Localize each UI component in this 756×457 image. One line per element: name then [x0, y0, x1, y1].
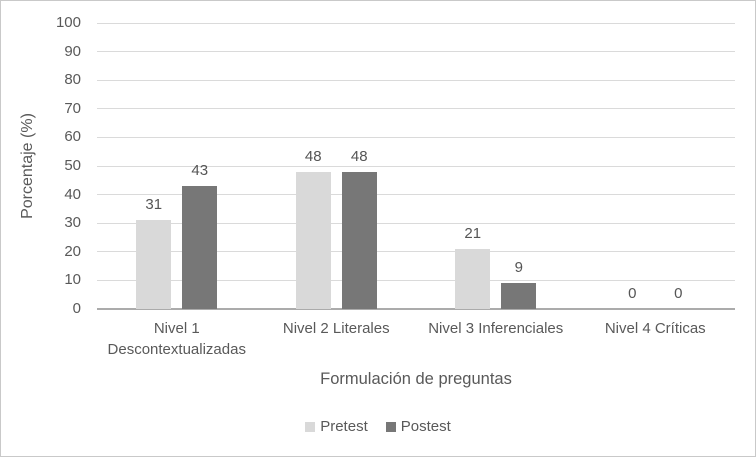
bar-pretest-nivel-3-inferenciales	[455, 249, 490, 309]
y-tick-label-50: 50	[64, 157, 81, 174]
y-tick-label-20: 20	[64, 242, 81, 260]
bar-value-label-postest-nivel-1-descontextualizadas: 43	[191, 162, 209, 180]
legend	[1, 418, 755, 435]
y-tick-label-90: 90	[64, 42, 81, 60]
bar-value-label-pretest-nivel-4-criticas: 0	[628, 285, 637, 302]
bar-postest-nivel-2-literales	[342, 172, 377, 309]
bar-value-label-pretest-nivel-2-literales: 48	[304, 147, 322, 165]
bar-value-label-pretest-nivel-3-inferenciales: 21	[464, 224, 482, 242]
y-tick-label-70: 70	[64, 99, 81, 117]
x-category-label-nivel-4-criticas: Nivel 4 Críticas	[604, 320, 706, 337]
legend-label-pretest: Pretest	[320, 418, 368, 435]
x-category-label-nivel-3-inferenciales: Nivel 3 Inferenciales	[428, 320, 564, 337]
legend-swatch-postest	[386, 422, 396, 432]
y-tick-label-100: 100	[55, 14, 81, 31]
bar-group-nivel-1-descontextualizadas	[97, 23, 257, 309]
legend-label-postest: Postest	[400, 418, 451, 435]
bar-pretest-nivel-1-descontextualizadas	[136, 220, 171, 309]
bar-group-nivel-3-inferenciales	[416, 23, 576, 309]
bar-group-nivel-2-literales	[257, 23, 417, 309]
bar-value-label-pretest-nivel-1-descontextualizadas: 31	[145, 196, 163, 214]
x-axis-title: Formulación de preguntas	[320, 370, 512, 388]
legend-item-postest	[386, 418, 451, 435]
y-tick-label-60: 60	[64, 128, 81, 146]
bar-value-label-postest-nivel-4-criticas: 0	[674, 285, 683, 302]
bar-postest-nivel-1-descontextualizadas	[182, 186, 217, 309]
x-category-label-nivel-2-literales: Nivel 2 Literales	[282, 320, 390, 337]
bar-postest-nivel-3-inferenciales	[501, 283, 536, 309]
x-axis-category-labels	[97, 318, 735, 360]
bar-pretest-nivel-2-literales	[296, 172, 331, 309]
legend-swatch-pretest	[305, 422, 315, 432]
y-axis-tick-labels	[1, 14, 81, 317]
bar-value-label-postest-nivel-2-literales: 48	[350, 147, 368, 165]
bar-group-nivel-4-criticas	[576, 23, 736, 309]
x-category-label-nivel-1-descontextualizadas: Nivel 1 Descontextualizadas	[107, 320, 246, 358]
plot-area	[97, 23, 735, 309]
y-tick-label-80: 80	[64, 71, 81, 89]
y-tick-label-30: 30	[64, 214, 81, 232]
y-tick-label-10: 10	[64, 271, 81, 289]
bar-value-label-postest-nivel-3-inferenciales: 9	[514, 259, 523, 277]
y-tick-label-40: 40	[64, 185, 81, 203]
y-axis-title: Porcentaje (%)	[19, 113, 36, 219]
y-tick-label-0: 0	[72, 300, 81, 317]
legend-item-pretest	[305, 418, 368, 435]
